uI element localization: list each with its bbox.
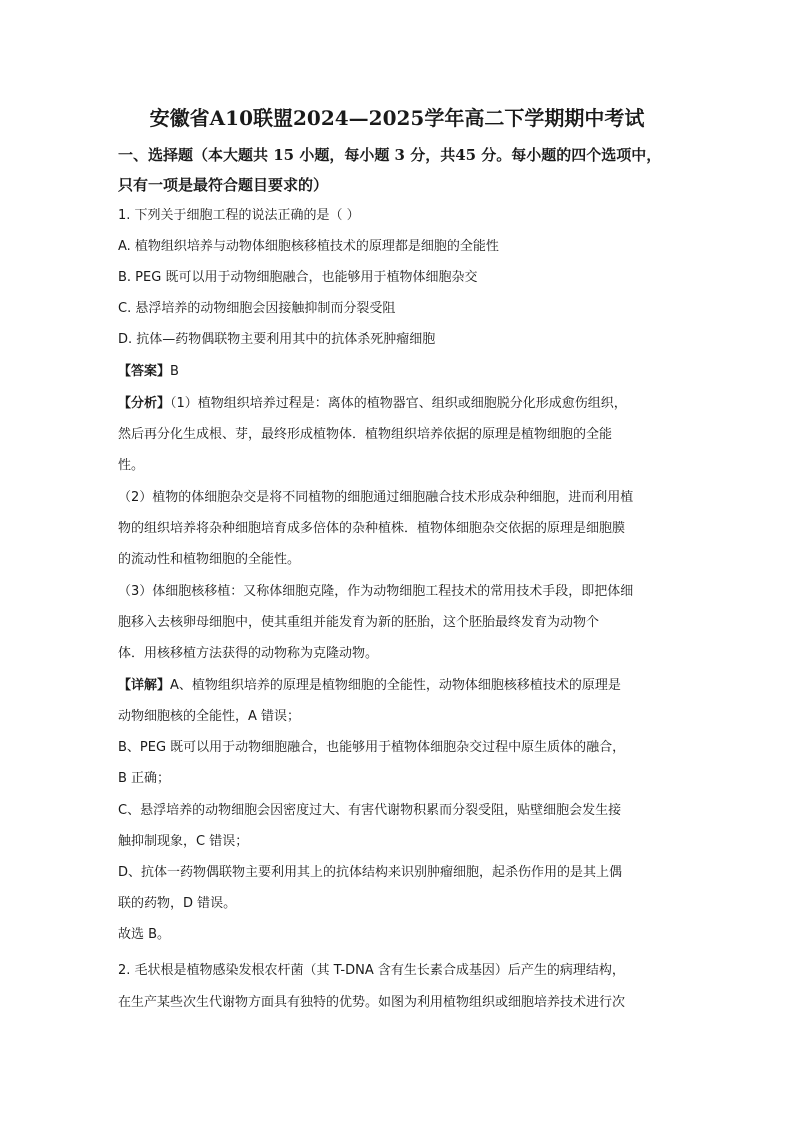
detail-line-9: 故选 B。	[118, 927, 171, 942]
detail-line-2: 动物细胞核的全能性，A 错误；	[118, 709, 301, 724]
detail-tag: 【详解】	[118, 678, 171, 693]
analysis-line-7: （3）体细胞核移植：又称体细胞克隆，作为动物细胞工程技术的常用技术手段，即把体细	[118, 584, 634, 599]
analysis-tag: 【分析】	[118, 396, 171, 411]
detail-line-1	[118, 676, 678, 696]
page-title: 安徽省A10联盟2024—2025学年高二下学期期中考试	[149, 106, 645, 130]
section-heading-line-2: 只有一项是最符合题目要求的）	[118, 176, 329, 194]
analysis-line-5: 物的组织培养将杂种细胞培育成多倍体的杂种植株．植物体细胞杂交依据的原理是细胞膜	[118, 521, 626, 536]
analysis-line-3: 性。	[118, 458, 145, 473]
analysis-line-1	[118, 394, 678, 414]
question-1-stem: 1. 下列关于细胞工程的说法正确的是（ ）	[118, 208, 360, 223]
question-2-line-2: 在生产某些次生代谢物方面具有独特的优势。如图为利用植物组织或细胞培养技术进行次	[118, 995, 626, 1010]
question-1-option-d: D. 抗体—药物偶联物主要利用其中的抗体杀死肿瘤细胞	[118, 332, 436, 347]
question-1-option-a: A. 植物组织培养与动物体细胞核移植技术的原理都是细胞的全能性	[118, 239, 499, 254]
detail-line-4: B 正确；	[118, 771, 171, 786]
detail-line-7: D、抗体一药物偶联物主要利用其上的抗体结构来识别肿瘤细胞，起杀伤作用的是其上偶	[118, 865, 623, 880]
analysis-line-9: 体．用核移植方法获得的动物称为克隆动物。	[118, 646, 379, 661]
answer-value: B	[170, 364, 179, 379]
analysis-line-8: 胞移入去核卵母细胞中，使其重组并能发育为新的胚胎，这个胚胎最终发育为动物个	[118, 615, 600, 630]
detail-line-8: 联的药物，D 错误。	[118, 896, 237, 911]
question-1-option-c: C. 悬浮培养的动物细胞会因接触抑制而分裂受阻	[118, 301, 396, 316]
analysis-text-1: （1）植物组织培养过程是：离体的植物器官、组织或细胞脱分化形成愈伤组织，	[170, 396, 627, 411]
analysis-line-6: 的流动性和植物细胞的全能性。	[118, 552, 301, 567]
detail-line-5: C、悬浮培养的动物细胞会因密度过大、有害代谢物积累而分裂受阻，贴壁细胞会发生接	[118, 803, 622, 818]
question-1-option-b: B. PEG 既可以用于动物细胞融合，也能够用于植物体细胞杂交	[118, 270, 478, 285]
detail-text-1: A、植物组织培养的原理是植物细胞的全能性，动物体细胞核移植技术的原理是	[170, 678, 621, 693]
question-2-line-1: 2. 毛状根是植物感染发根农杆菌（其 T-DNA 含有生长素合成基因）后产生的病理结构，	[118, 963, 625, 978]
section-heading-line-1: 一、选择题（本大题共 15 小题，每小题 3 分，共45 分。每小题的四个选项中，	[118, 146, 662, 164]
detail-line-3: B、PEG 既可以用于动物细胞融合，也能够用于植物体细胞杂交过程中原生质体的融合，	[118, 740, 626, 755]
analysis-line-4: （2）植物的体细胞杂交是将不同植物的细胞通过细胞融合技术形成杂种细胞，进而利用植	[118, 490, 634, 505]
analysis-line-2: 然后再分化生成根、芽，最终形成植物体．植物组织培养依据的原理是植物细胞的全能	[118, 427, 613, 442]
answer-tag: 【答案】	[118, 364, 171, 379]
answer-line	[118, 362, 678, 382]
detail-line-6: 触抑制现象，C 错误；	[118, 834, 249, 849]
